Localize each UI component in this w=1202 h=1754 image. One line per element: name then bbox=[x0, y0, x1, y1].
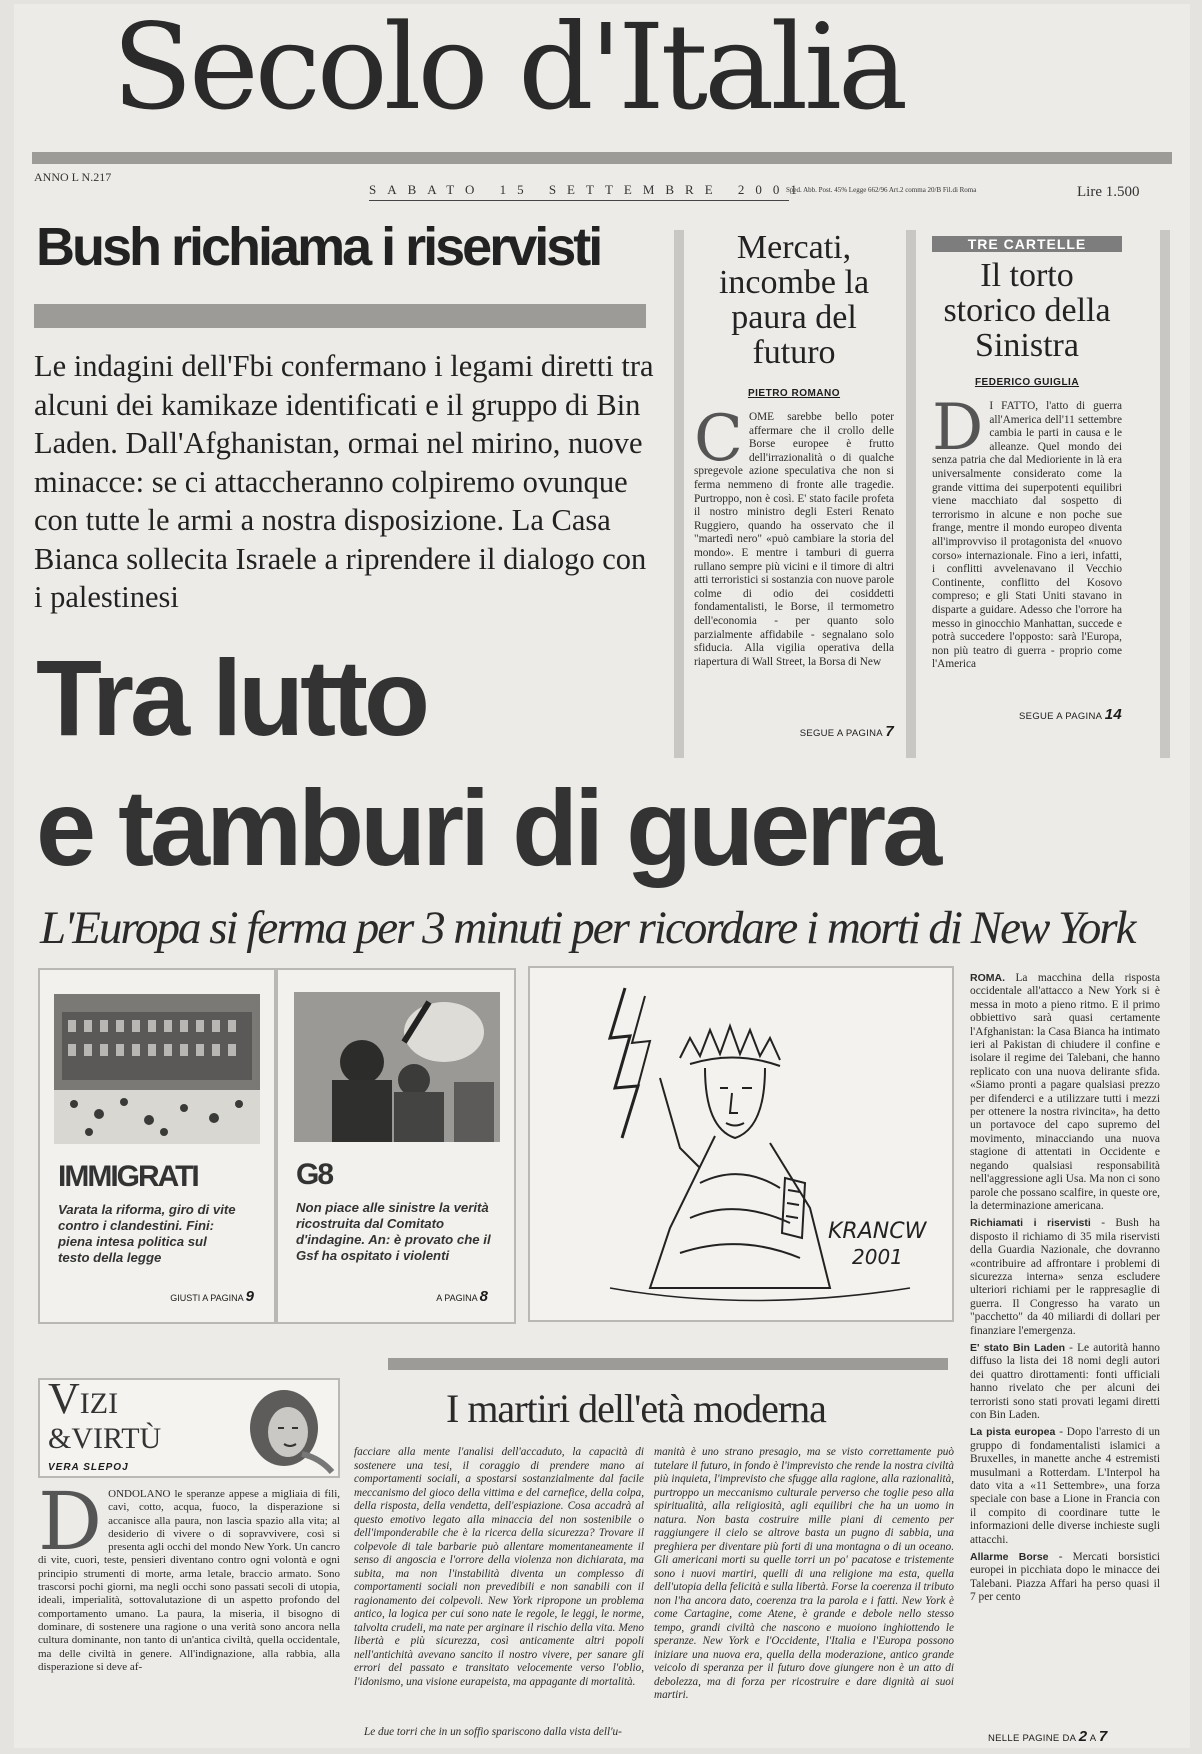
mercati-article bbox=[694, 230, 894, 740]
tre-cartelle-segue-label: SEGUE A PAGINA bbox=[1019, 711, 1102, 722]
roma-paragraph-4 bbox=[970, 1426, 1160, 1547]
g8-box[interactable] bbox=[276, 968, 516, 1324]
statue-of-liberty-cartoon bbox=[530, 968, 952, 1320]
issue-number: ANNO L N.217 bbox=[34, 170, 112, 184]
vizi-title-1 bbox=[48, 1374, 119, 1423]
g8-ref bbox=[436, 1288, 488, 1305]
g8-text: Non piace alle sinistre la verità ricostruita dal Comitato d'indagine. An: è provato che il Gsf ha ospitato i violenti bbox=[296, 1200, 491, 1263]
main-subhead: L'Europa si ferma per 3 minuti per ricordare i morti di New York bbox=[40, 902, 1135, 954]
mercati-segue-label: SEGUE A PAGINA bbox=[799, 728, 883, 739]
tre-cartelle-body bbox=[932, 400, 1122, 700]
cartoon-year: 2001 bbox=[852, 1245, 903, 1269]
roma-text-1: La macchina della risposta occidentale all'attacco a New York si è messa in moto a pieno ritmo. E il primo obbiettivo sarà quasi certamente l'Afghanistan: la Casa Bianca ha intimato ieri al Pakistan di chiudere il confine e isolare il regime dei Talebani, che hanno replicato con una nuova delirante sfida. «Siamo pronti a pagare qualsiasi prezzo per difenderci e a utilizzare tutti i mezzi per ottenere la nostra rivincita», ha detto un portavoce del capo supremo del movimento, minacciando una nuova stagione di attentati in Occidente e negando qualsiasi responsabilità nell'aggressione agli Usa. Ma non ci sono parole che possano scalfire, in queste ore, la determinazione americana. bbox=[970, 972, 1160, 1212]
roma-text-2: - Bush ha disposto il richiamo di 35 mila riservisti della Guardia Nazionale, che dovranno «contribuire ad affrontare i problemi di sicurezza interna» senza escludere ulteriori richiami per le rappresaglie di guerra. Il Congresso ha varato un "pacchetto" da 40 miliardi di dollari per finanziare l'emergenza. bbox=[970, 1217, 1160, 1337]
price: Lire 1.500 bbox=[1077, 184, 1140, 200]
nelle-a: A bbox=[1089, 1733, 1096, 1744]
roma-paragraph-1 bbox=[970, 972, 1160, 1213]
martiri-col-2: manità è uno strano presagio, ma se visto correttamente può tutelare il futuro, in fondo è l'imprevisto che rende la nostra civiltà più inquieta, l'imprevisto che sfugge alla ragione, alla razionalità, purtroppo un meccanismo culturale perverso che toglie peso alla spiritualità, alla religiosità, agli equilibri che ha un uomo in natura. Non basta costruire mille piani di cemento per raggiungere il cielo se altrove basta un pugno di sabbia, una preghiera per diventare più forti di una montagna o di un oceano. Gli americani morti su quelle torri un po' pacatose e tristemente sono i nuovi martiri, quelli di una religione ma esta, quella dell'utopia della felicità e sulla libertà. Forse la coerenza il tributo non l'ha ancora dato, coerenza tra la parola e i fatti. New York è come Cartagine, come Atene, è grande e debole nello stesso tempo, grandi civiltà che nascono e muoiono inghiottendo le speranze. New York e l'Occidente, l'Italia e l'Europa possono iniziare una nuova era, quella della moderazione, antico grande veicolo di speranza per il futuro dove giungere non è un atto di debolezza, ma di forza per ricostruire e dare dignità ai suoi martiri. bbox=[654, 1446, 954, 1701]
immigrati-ref-label: GIUSTI A PAGINA bbox=[170, 1293, 244, 1303]
roma-paragraph-3 bbox=[970, 1342, 1160, 1422]
vizi-dropcap: D bbox=[38, 1488, 103, 1568]
binladen-lead: E' stato Bin Laden bbox=[970, 1341, 1066, 1354]
immigrati-photo bbox=[54, 994, 260, 1144]
vizi-body-text: ONDOLANO le speranze appese a migliaia di fili, cavi, cotto, acqua, fuoco, la disperazione si accanisce alla paura, non lascia spazio alla vita; al desiderio di vivere o di sopravvivere, così si presenta agli occhi del mondo New York. Un cancro di vite, cuori, teste, pensieri diventano contro ogni volontà e ogni principio strumenti di morte, arma letale, braccio armato. Sono trascorsi pochi giorni, ma negli occhi sono passati secoli di utopia, ideali, imperialità, sottovalutazione di un aspetto profondo del comportamento umano. La paura, la miseria, il bisogno di dominare, di sostenere una ragione o una verità sono ancora nella cultura dominante, non tanto di un'antica civiltà, quella occidentale, ma delle civiltà in genere. All'indignazione, alla rabbia, alla disperazione si deve af- bbox=[38, 1488, 340, 1673]
issue-date: SABATO 15 SETTEMBRE 2001 bbox=[369, 182, 808, 197]
masthead-title: Secolo d'Italia bbox=[112, 0, 905, 136]
vizi-word: IZI bbox=[79, 1387, 119, 1420]
martiri-title: I martiri dell'età moderna bbox=[446, 1386, 826, 1431]
mercati-title: Mercati, incombe la paura del futuro bbox=[718, 229, 870, 371]
newspaper-page bbox=[14, 0, 1190, 1748]
immigrati-ref-page[interactable]: 9 bbox=[245, 1288, 254, 1305]
column-divider-2 bbox=[906, 230, 916, 758]
kicker-rule bbox=[34, 304, 646, 328]
cartoon-signature: KRANCW bbox=[828, 1219, 927, 1244]
g8-ref-page[interactable]: 8 bbox=[479, 1288, 488, 1305]
kicker-headline: Bush richiama i riservisti bbox=[36, 217, 601, 277]
immigrati-box[interactable] bbox=[38, 968, 276, 1324]
roma-text-3: - Le autorità hanno diffuso la lista dei 18 nomi degli autori dei quattro dirottamenti: fonti ufficiali hanno rivelato che per alcuni dei terroristi sono stati provati legami diretti con Bin Laden. bbox=[970, 1341, 1160, 1421]
tre-cartelle-dropcap: D bbox=[932, 400, 984, 465]
main-headline-line1: Tra lutto bbox=[36, 637, 426, 758]
roma-lead: ROMA. bbox=[970, 972, 1005, 984]
mercati-dropcap: C bbox=[694, 411, 743, 476]
roma-paragraph-2 bbox=[970, 1217, 1160, 1338]
mercati-byline: PIETRO ROMANO bbox=[747, 388, 841, 399]
martiri-col-1: facciare alla mente l'analisi dell'accaduto, la capacità di sostenere una tesi, il coraggio di prendere mano ai comportamenti sociali, a spostarsi sostanzialmente dal facile meccanismo del gioco della vittima e del carnefice, della colpa, della risposta, della vendetta, dell'espiazione. Cosa accadrà al questo emotivo legato alla minaccia del non sostenibile o dell'imponderabile che è la ricerca della sicurezza? Trovare il colpevole di tale barbarie può allentare momentaneamente il senso di angoscia e l'orrore della violenza non dichiarata, ma subita, ma non l'instabilità diventa un complesso di comportamenti sociali non prevedibili e non sanabili con il ragionamento dei colpevoli. New York ripropone un problema antico, la logica per cui sono nate le regole, le leggi, le norme, talvolta crudeli, ma nate per arginare il rischio della vita. Meno libertà e più sicurezza, così anticamente altri popoli nell'antichità avevano sancito il nostro vivere, per sanare gli errori del passato e transitato velocemente verso l'oblio, l'idonismo, una visione eurapeista, ma appagante di mortalità. bbox=[354, 1446, 644, 1688]
immigrati-ref bbox=[170, 1288, 254, 1305]
vizi-body bbox=[38, 1488, 340, 1743]
nelle-label: NELLE PAGINE DA bbox=[988, 1733, 1076, 1744]
tre-cartelle-title: Il torto storico della Sinistra bbox=[943, 257, 1111, 364]
tre-cartelle-segue bbox=[932, 706, 1122, 723]
mercati-segue-page[interactable]: 7 bbox=[885, 723, 894, 740]
vizi-author: VERA SLEPOJ bbox=[48, 1462, 129, 1473]
mercati-body bbox=[694, 411, 894, 711]
immigrati-text: Varata la riforma, giro di vite contro i clandestini. Fini: piena intesa politica sul testo della legge bbox=[58, 1202, 236, 1265]
riservisti-lead: Richiamati i riservisti bbox=[970, 1217, 1091, 1230]
author-portrait bbox=[236, 1384, 336, 1476]
postal-info: Sped. Abb. Post. 45% Legge 662/96 Art.2 comma 20/B Fil.di Roma bbox=[786, 186, 977, 194]
g8-ref-label: A PAGINA bbox=[436, 1293, 478, 1303]
martiri-col-1-end: Le due torri che in un soffio spariscono dalla vista dell'u- bbox=[364, 1726, 622, 1738]
nelle-from[interactable]: 2 bbox=[1078, 1728, 1088, 1745]
deck-text: Le indagini dell'Fbi confermano i legami diretti tra alcuni dei kamikaze identificati e il gruppo di Bin Laden. Dall'Afghanistan, ormai nel mirino, nuove minacce: se ci attaccheranno colpiremo ovunque con tutte le armi a nostra disposizione. La Casa Bianca sollecita Israele a riprendere il dialogo con i palestinesi bbox=[34, 349, 654, 614]
nelle-pagine-ref bbox=[988, 1728, 1108, 1745]
roma-paragraph-5 bbox=[970, 1551, 1160, 1605]
mercati-body-text: OME sarebbe bello poter affermare che il crollo delle Borse europee è frutto dell'irrazionalità o di qualche spregevole azione speculativa che non si ferma nemmeno di fronte alle tragedie. Purtroppo, non è così. E' stato facile profeta il nostro ministro degli Esteri Renato Ruggiero, quando ha osservato che il "martedì nero" «può cambiare la storia del mondo». E mentre i tamburi di guerra rullano sempre più vicini e il timore di altri atti terroristici si sostanzia con nuove parole colme di odio dei cosiddetti fondamentalisti, le Borse, il termometro dell'economia - per quanto solo parzialmente affidabile - segnalano solo sfiducia. Alla vigilia operativa della riapertura di Wall Street, la Borsa di New bbox=[694, 411, 894, 668]
martiri-rule bbox=[388, 1358, 948, 1370]
tre-cartelle-tag: TRE CARTELLE bbox=[932, 236, 1122, 252]
g8-photo bbox=[294, 992, 500, 1142]
pista-lead: La pista europea bbox=[970, 1426, 1056, 1439]
g8-photo-image bbox=[294, 992, 500, 1142]
masthead-rule bbox=[32, 152, 1172, 164]
vizi-title-2: &VIRTÙ bbox=[48, 1422, 162, 1455]
vizi-initial-1: V bbox=[48, 1374, 80, 1423]
cartoon-box bbox=[528, 966, 954, 1322]
vizi-virtu-box bbox=[38, 1374, 340, 1478]
roma-text-5: - Mercati borsistici europei in picchiata dopo le minacce dei Talebani. Piazza Affari ha perso quasi il 7 per cento bbox=[970, 1551, 1160, 1604]
column-divider bbox=[674, 230, 684, 758]
g8-title: G8 bbox=[296, 1158, 333, 1191]
roma-column bbox=[970, 972, 1160, 1609]
roma-text-4: - Dopo l'arresto di un gruppo di fondamentalisti islamici a Bruxelles, in manette anche 4 estremisti musulmani a Rotterdam. L'Interpol ha dato vita a «11 Settembre», una forza speciale con base a Lione in Francia con il compito di coordinare tutte le informazioni delle diverse inchieste sugli attacchi. bbox=[970, 1426, 1160, 1546]
tre-cartelle-article bbox=[932, 236, 1122, 723]
immigrati-photo-image bbox=[54, 994, 260, 1144]
immigrati-title: IMMIGRATI bbox=[58, 1160, 198, 1193]
tre-cartelle-body-text: I FATTO, l'atto di guerra all'America dell'11 settembre cambia le parti in causa e le alleanze. Quel mondo dei senza patria che dal Medioriente in là era universalmente considerato come la grande vittima dei superpotenti equilibri viene macchiato dal sospetto di terrorismo in alcune e non poche sue frange, mentre il mondo europeo diventa all'improvviso il protagonista del «nuovo corso» internazionale. Fino a ieri, infatti, i conflitti avvelenavano il Vecchio Continente, conflitto del Kosovo compreso; e gli Stati Uniti stavano in disparte a guidare. Adesso che l'orrore ha messo in ginocchio Manhattan, succede e potrà succedere l'opposto: sarà l'Europa, non più teatro di guerra - proprio come l'America bbox=[932, 400, 1122, 671]
tre-cartelle-segue-page[interactable]: 14 bbox=[1104, 706, 1122, 723]
date-underline bbox=[369, 200, 789, 201]
column-divider-3 bbox=[1160, 230, 1170, 758]
borse-lead: Allarme Borse bbox=[970, 1551, 1049, 1564]
nelle-to[interactable]: 7 bbox=[1098, 1728, 1108, 1745]
tre-cartelle-byline: FEDERICO GUIGLIA bbox=[974, 377, 1080, 388]
mercati-segue bbox=[694, 723, 894, 740]
main-headline-line2: e tamburi di guerra bbox=[36, 767, 939, 888]
